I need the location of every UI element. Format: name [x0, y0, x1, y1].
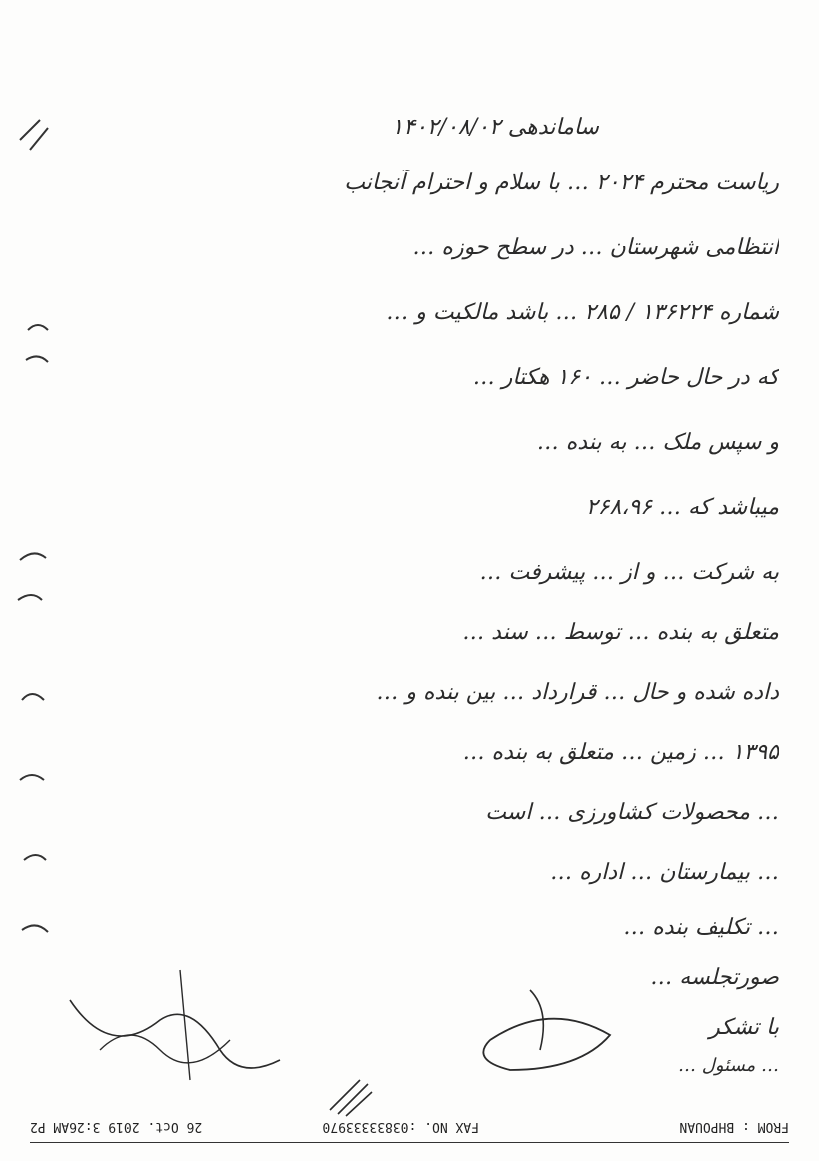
- letter-line: ریاست محترم ۲۰۲۴ … با سلام و احترام آنجانب: [344, 170, 779, 195]
- signature-right: [470, 980, 650, 1100]
- letter-line: … تکلیف بنده …: [623, 915, 779, 940]
- letter-line: داده شده و حال … قرارداد … بین بنده و …: [376, 680, 779, 705]
- letter-line: صورتجلسه …: [650, 965, 779, 990]
- signature-left: [60, 960, 320, 1100]
- letter-closing: با تشکر: [709, 1015, 779, 1040]
- letter-line: متعلق به بنده … توسط … سند …: [462, 620, 779, 645]
- letter-date-line: ساماندهی ۱۴۰۲/۰۸/۰۲: [391, 115, 599, 140]
- fax-datetime: 26 Oct. 2019 3:26AM P2: [30, 1119, 203, 1134]
- letter-line: ۱۳۹۵ … زمین … متعلق به بنده …: [462, 740, 779, 765]
- fax-number: FAX NO. :03833333970: [322, 1119, 479, 1134]
- letter-line: به شرکت … و از … پیشرفت …: [479, 560, 779, 585]
- fax-transmission-header: [30, 1112, 789, 1143]
- signature-caption: … مسئول …: [678, 1055, 779, 1076]
- fax-from: FROM : BHPOUAN: [679, 1119, 789, 1134]
- letter-line: که در حال حاضر … ۱۶۰ هکتار …: [472, 365, 779, 390]
- letter-line: میباشد که … ۲۶۸،۹۶: [585, 495, 779, 520]
- letter-line: … بیمارستان … اداره …: [550, 860, 779, 885]
- letter-line: انتظامی شهرستان … در سطح حوزه …: [412, 235, 779, 260]
- letter-line: … محصولات کشاورزی … است: [485, 800, 779, 825]
- letter-line: و سپس ملک … به بنده …: [536, 430, 779, 455]
- letter-line: شماره ۱۳۶۲۲۴ / ۲۸۵ … باشد مالکیت و …: [386, 300, 779, 325]
